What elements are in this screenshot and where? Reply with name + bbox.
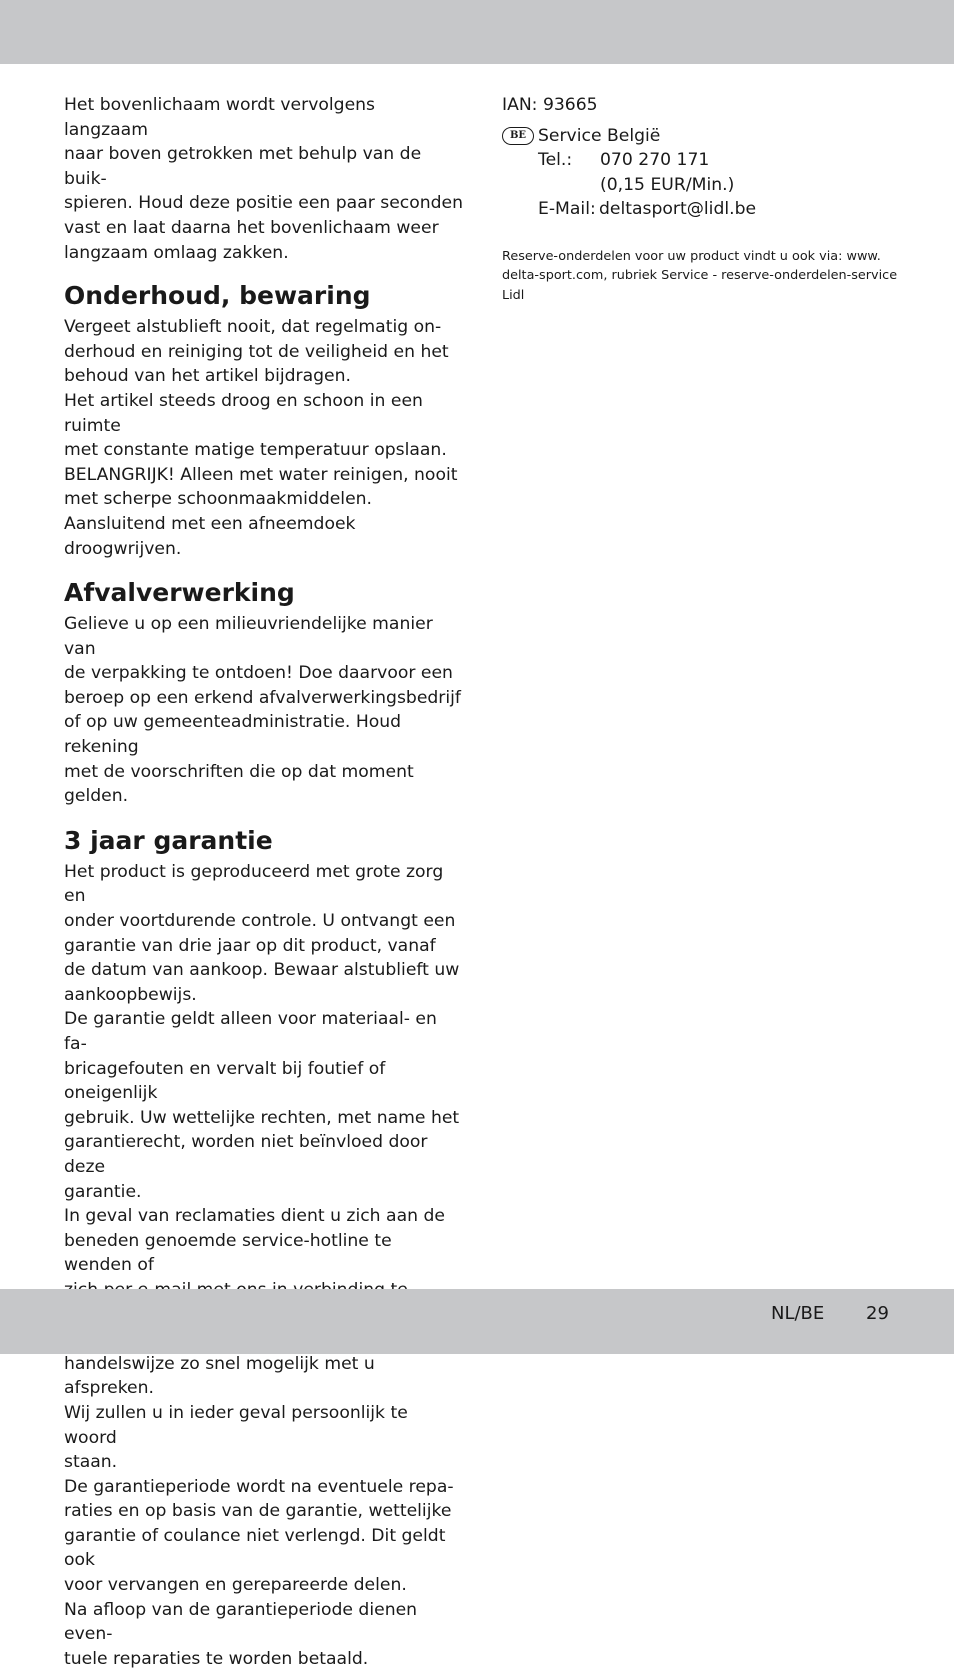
intro-paragraph: Het bovenlichaam wordt vervolgens langzaam naar boven getrokken met behulp van de buik- spieren. Houd deze positie een paar seconden vast en laat daarna het bovenlichaam weer langzaam omlaag zakken. — [64, 95, 464, 263]
email-address[interactable]: deltasport@lidl.be — [599, 199, 757, 220]
telephone-number[interactable]: 070 270 171 — [600, 150, 710, 171]
telephone-label: Tel.: — [538, 150, 573, 171]
left-column — [64, 93, 464, 1671]
country-badge-icon: BE — [502, 127, 534, 145]
heading-garantie: 3 jaar garantie — [64, 825, 273, 855]
garantie-paragraph: Het product is geproduceerd met grote zorg en onder voortdurende controle. U ontvangt een garantie van drie jaar op dit product, vanaf de datum van aankoop. Bewaar alstublieft uw aankoopbewijs. De garantie geldt alleen voor materiaal- en fa- bricagefouten en vervalt bij foutief of oneigenlijk gebruik. Uw wettelijke rechten, met name het garantierecht, worden niet beïnvloed door deze garantie. In geval van reclamaties dient u zich aan de beneden genoemde service-hotline te wenden of handelswijze zo snel mogelijk met u afspreken. Wij zullen u in ieder geval persoonlijk te woord staan. De garantieperiode wordt na eventuele repa- raties en op basis van de garantie, wettelijke garantie of coulance niet verlengd. Dit geldt ook voor vervangen en gerepareerde delen. Na afloop van de garantieperiode dienen even- tuele reparaties te worden betaald. — [64, 861, 460, 1669]
afvalverwerking-paragraph: Gelieve u op een milieuvriendelijke manier van de verpakking te ontdoen! Doe daarvoor een beroep op een erkend afvalverwerkingsbedrijf of op uw gemeenteadministratie. Houd rekening met de voorschriften die op dat moment gelden. — [64, 614, 461, 807]
call-price: (0,15 EUR/Min.) — [600, 174, 735, 195]
header-band — [0, 0, 954, 64]
email-label: E-Mail: — [538, 199, 596, 220]
heading-onderhoud: Onderhoud, bewaring — [64, 281, 371, 311]
ian-number: IAN: 93665 — [502, 95, 598, 115]
service-title: Service België — [538, 125, 661, 146]
price-row — [502, 173, 902, 198]
language-code: NL/BE — [771, 1303, 825, 1324]
telephone-row — [502, 148, 902, 173]
onderhoud-paragraph: Vergeet alstublieft nooit, dat regelmatig on- derhoud en reiniging tot de veiligheid en het behoud van het artikel bijdragen. Het artikel steeds droog en schoon in een ruimte met constante matige temperatuur opslaan. BELANGRIJK! Alleen met water reinigen, nooit met scherpe schoonmaakmiddelen. Aansluitend met een afneemdoek droogwrijven. — [64, 317, 458, 559]
heading-afvalverwerking: Afvalverwerking — [64, 578, 295, 608]
right-column — [502, 93, 902, 305]
page-number: 29 — [866, 1303, 889, 1324]
service-row — [502, 124, 902, 149]
spare-parts-note: Reserve-onderdelen voor uw product vindt u ook via: www. delta-sport.com, rubriek Service - reserve-onderdelen-service Lidl — [502, 248, 898, 303]
email-row — [502, 197, 902, 222]
